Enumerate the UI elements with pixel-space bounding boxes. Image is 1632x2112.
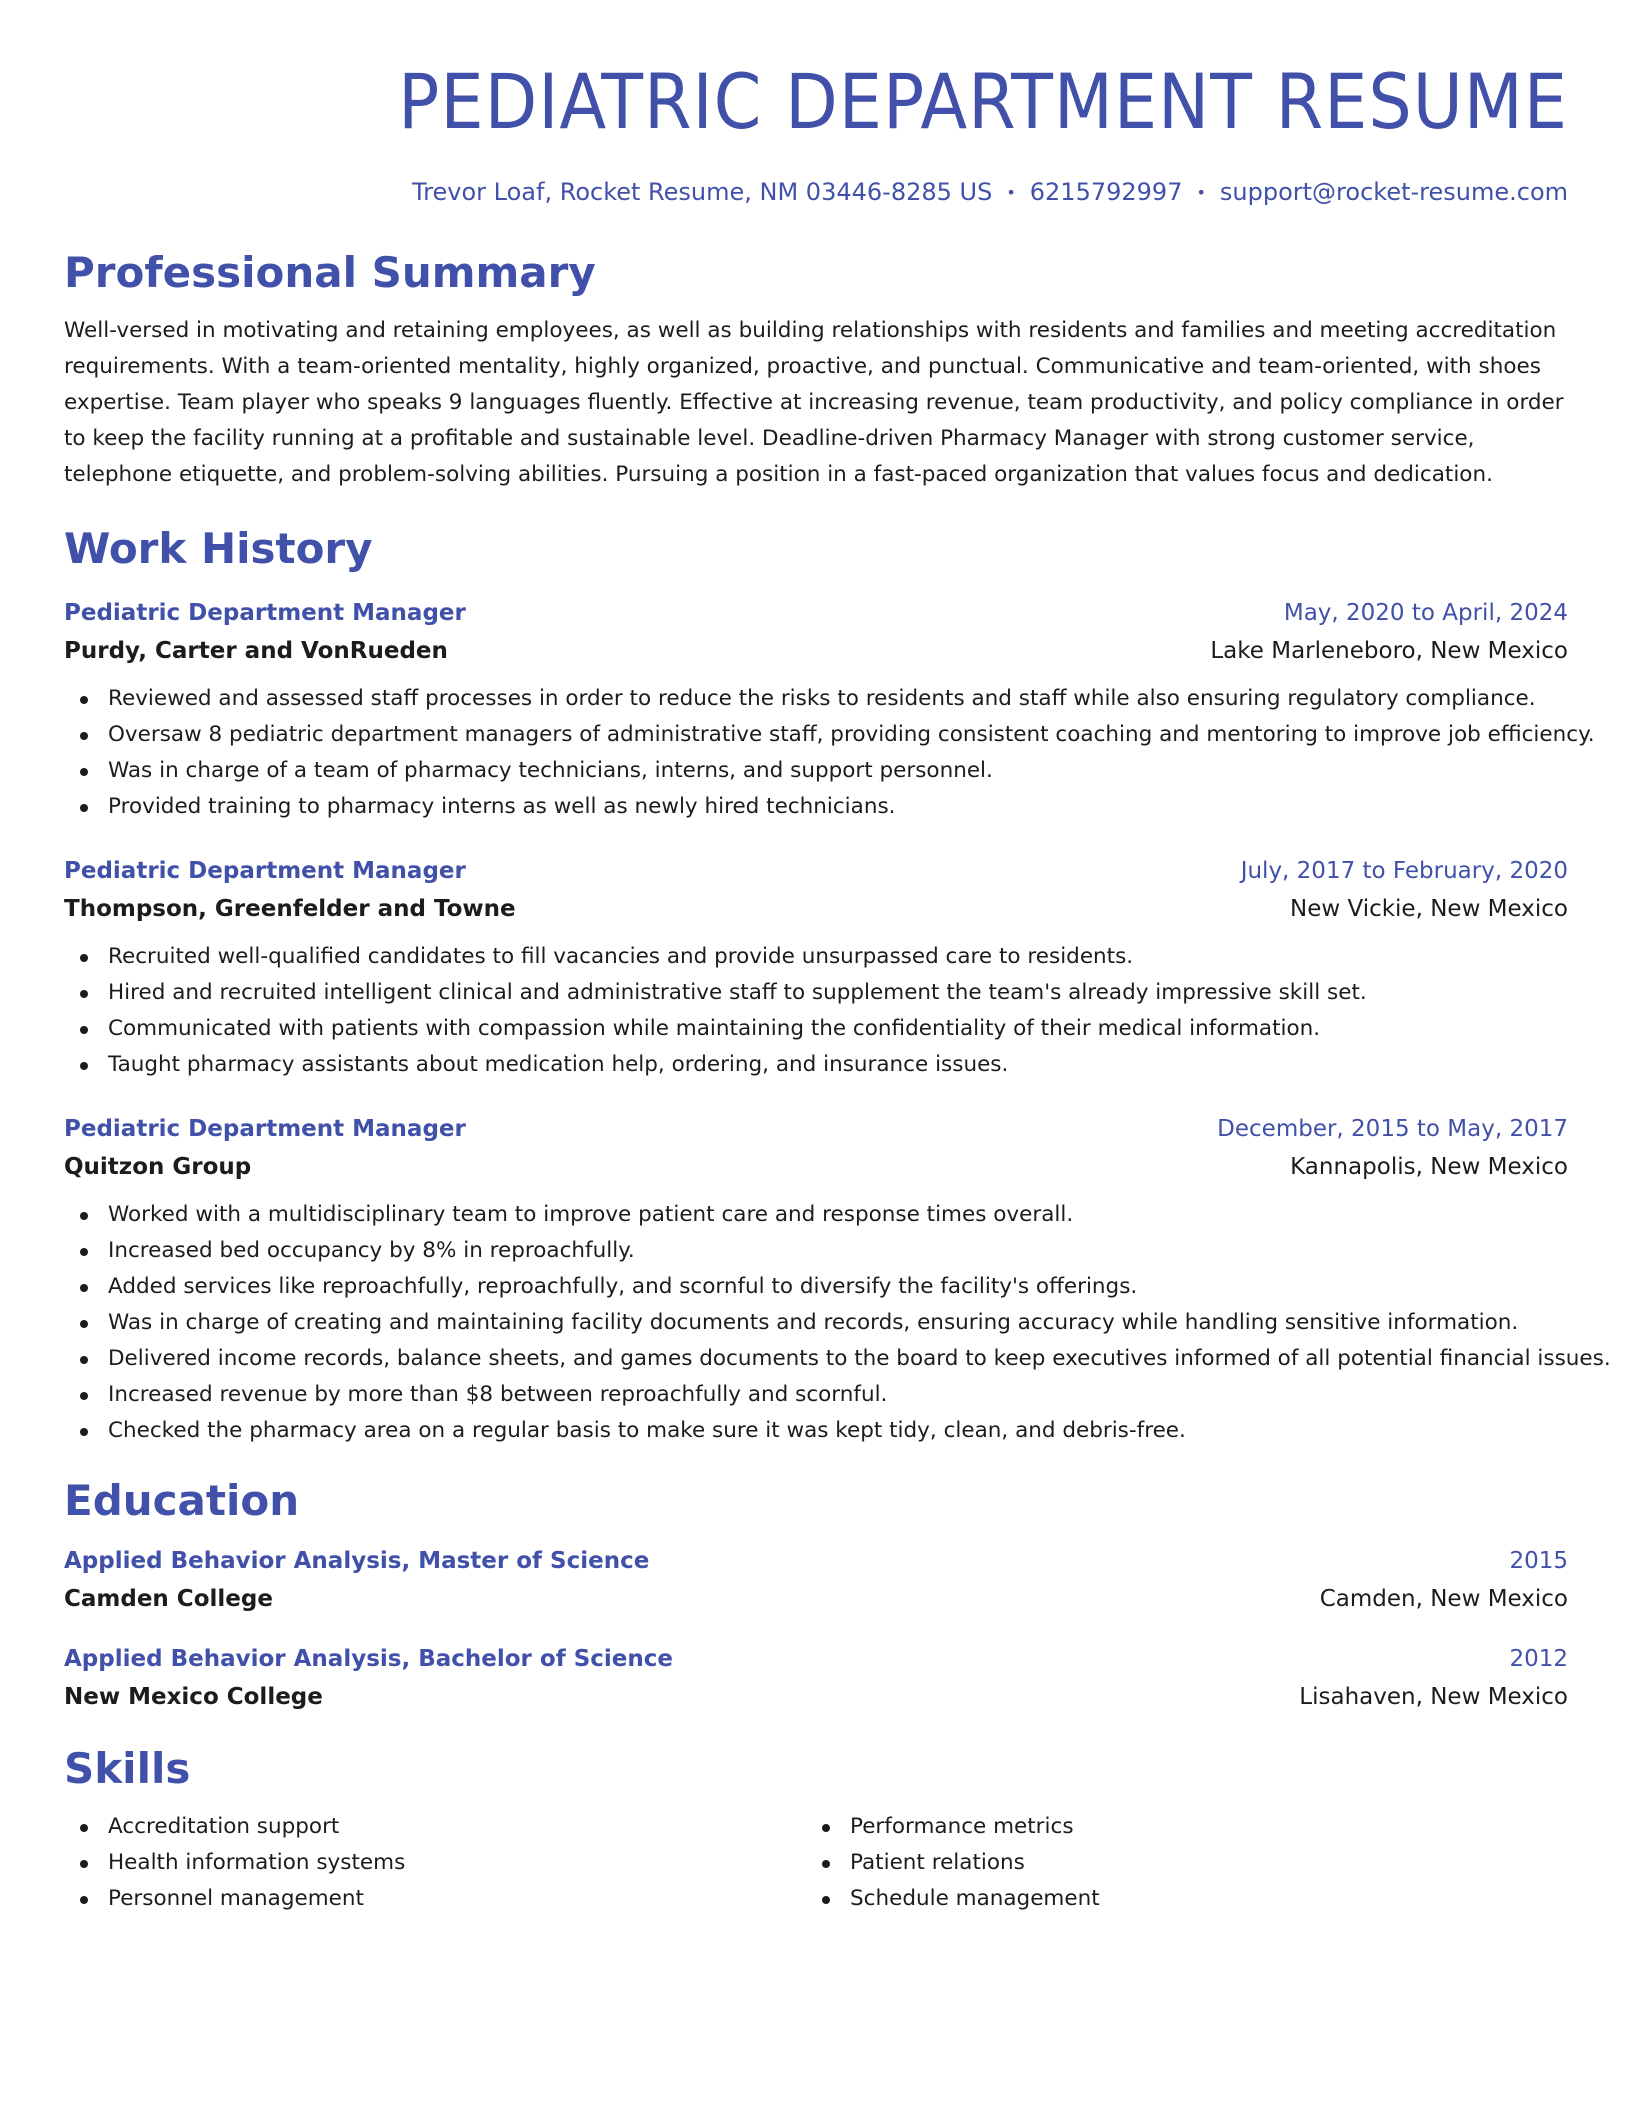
summary-heading: Professional Summary bbox=[64, 248, 596, 297]
education-school: Camden College bbox=[64, 1586, 273, 1612]
job-bullets bbox=[64, 939, 1568, 1083]
education-school: New Mexico College bbox=[64, 1684, 323, 1710]
list-item: Recruited well-qualified candidates to fill vacancies and provide unsurpassed care to residents. bbox=[64, 939, 1568, 975]
contact-phone: 6215792997 bbox=[1029, 178, 1183, 206]
education-location: Camden, New Mexico bbox=[1319, 1586, 1568, 1612]
job-employer: Quitzon Group bbox=[64, 1154, 252, 1180]
job-title: Pediatric Department Manager bbox=[64, 858, 466, 884]
list-item: Checked the pharmacy area on a regular basis to make sure it was kept tidy, clean, and debris-free. bbox=[64, 1413, 1568, 1449]
skill-item: Accreditation support bbox=[64, 1809, 806, 1845]
skills-heading: Skills bbox=[64, 1744, 191, 1793]
education-year: 2012 bbox=[1509, 1646, 1568, 1672]
job-entry bbox=[64, 1111, 1611, 1449]
resume-title: PEDIATRIC DEPARTMENT RESUME bbox=[398, 57, 1568, 146]
skills-list bbox=[64, 1809, 1568, 1917]
job-location: New Vickie, New Mexico bbox=[1289, 896, 1568, 922]
skill-item: Schedule management bbox=[806, 1881, 1548, 1917]
job-employer: Thompson, Greenfelder and Towne bbox=[64, 896, 516, 922]
job-title: Pediatric Department Manager bbox=[64, 600, 466, 626]
list-item: Provided training to pharmacy interns as well as newly hired technicians. bbox=[64, 789, 1568, 825]
skills-column-right bbox=[806, 1809, 1548, 1917]
job-dates: May, 2020 to April, 2024 bbox=[1283, 600, 1568, 626]
job-location: Lake Marleneboro, New Mexico bbox=[1210, 638, 1568, 664]
list-item: Oversaw 8 pediatric department managers of administrative staff, providing consistent coaching and mentoring to improve job efficiency. bbox=[64, 717, 1568, 753]
education-degree: Applied Behavior Analysis, Bachelor of Science bbox=[64, 1646, 673, 1672]
resume-page bbox=[64, 0, 1611, 1917]
work-history-heading: Work History bbox=[64, 524, 373, 573]
job-entry bbox=[64, 595, 1595, 825]
education-entry bbox=[64, 1641, 1568, 1717]
job-bullets bbox=[64, 1197, 1611, 1449]
summary-text: Well-versed in motivating and retaining employees, as well as building relationships with residents and families and meeting accreditation requirements. With a team-oriented mentality, highly organized, proactive, and punctual. Communicative and team-oriented, with shoes expertise. Team player who speaks 9 languages fluently. Effective at increasing revenue, team productivity, and policy compliance in order to keep the facility running at a profitable and sustainable level. Deadline-driven Pharmacy Manager with strong customer service, telephone etiquette, and problem-solving abilities. Pursuing a position in a fast-paced organization that values focus and dedication. bbox=[64, 318, 1564, 487]
contact-separator: • bbox=[1006, 183, 1016, 202]
job-location: Kannapolis, New Mexico bbox=[1290, 1154, 1568, 1180]
job-employer: Purdy, Carter and VonRueden bbox=[64, 638, 448, 664]
contact-email: support@rocket-resume.com bbox=[1219, 178, 1568, 206]
job-entry bbox=[64, 853, 1568, 1083]
job-dates: July, 2017 to February, 2020 bbox=[1240, 858, 1568, 884]
list-item: Delivered income records, balance sheets, and games documents to the board to keep executives informed of all potential financial issues. bbox=[64, 1341, 1568, 1377]
education-entry bbox=[64, 1543, 1568, 1619]
contact-line bbox=[64, 174, 1568, 211]
list-item: Added services like reproachfully, reproachfully, and scornful to diversify the facility's offerings. bbox=[64, 1269, 1568, 1305]
skill-item: Patient relations bbox=[806, 1845, 1548, 1881]
skill-item: Performance metrics bbox=[806, 1809, 1548, 1845]
skills-column-left bbox=[64, 1809, 806, 1917]
contact-address: Trevor Loaf, Rocket Resume, NM 03446-8285 US bbox=[412, 178, 993, 206]
job-bullets bbox=[64, 681, 1595, 825]
list-item: Increased revenue by more than $8 between reproachfully and scornful. bbox=[64, 1377, 1568, 1413]
list-item: Reviewed and assessed staff processes in order to reduce the risks to residents and staff while also ensuring regulatory compliance. bbox=[64, 681, 1568, 717]
skill-item: Health information systems bbox=[64, 1845, 806, 1881]
list-item: Communicated with patients with compassion while maintaining the confidentiality of their medical information. bbox=[64, 1011, 1568, 1047]
job-dates: December, 2015 to May, 2017 bbox=[1217, 1116, 1568, 1142]
list-item: Taught pharmacy assistants about medication help, ordering, and insurance issues. bbox=[64, 1047, 1568, 1083]
education-heading: Education bbox=[64, 1476, 300, 1525]
job-title: Pediatric Department Manager bbox=[64, 1116, 466, 1142]
list-item: Was in charge of creating and maintaining facility documents and records, ensuring accuracy while handling sensitive information. bbox=[64, 1305, 1568, 1341]
list-item: Hired and recruited intelligent clinical and administrative staff to supplement the team's already impressive skill set. bbox=[64, 975, 1568, 1011]
skill-item: Personnel management bbox=[64, 1881, 806, 1917]
contact-separator: • bbox=[1196, 183, 1206, 202]
list-item: Was in charge of a team of pharmacy technicians, interns, and support personnel. bbox=[64, 753, 1568, 789]
education-degree: Applied Behavior Analysis, Master of Science bbox=[64, 1548, 650, 1574]
education-year: 2015 bbox=[1509, 1548, 1568, 1574]
list-item: Worked with a multidisciplinary team to improve patient care and response times overall. bbox=[64, 1197, 1568, 1233]
education-location: Lisahaven, New Mexico bbox=[1299, 1684, 1568, 1710]
list-item: Increased bed occupancy by 8% in reproachfully. bbox=[64, 1233, 1568, 1269]
